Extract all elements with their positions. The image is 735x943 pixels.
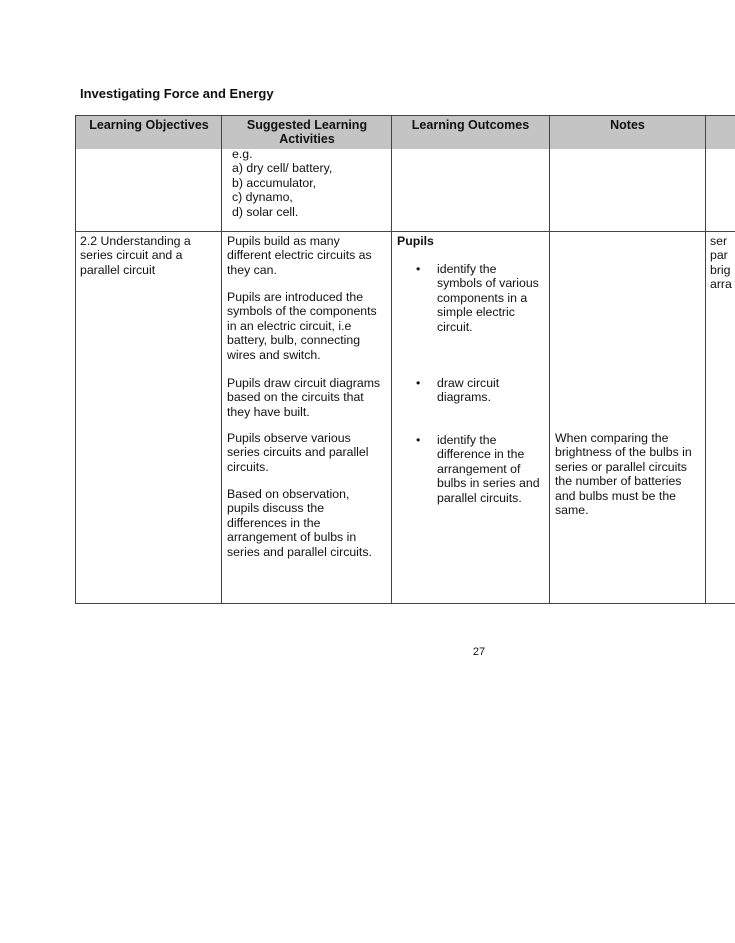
text-line: identify the <box>437 262 497 276</box>
text-line: arra <box>710 277 732 292</box>
header-notes: Notes <box>610 118 645 132</box>
text-line: Based on observation, <box>227 487 350 501</box>
text-line: draw circuit <box>437 376 500 390</box>
activity-paragraph <box>227 376 380 419</box>
learning-objective-2-2 <box>80 234 191 277</box>
clipped-vocabulary-text <box>710 234 735 292</box>
text-line: bulbs in series and <box>437 476 540 491</box>
table-left-border <box>75 115 76 604</box>
header-suggested-activities: Suggested Learning Activities <box>246 118 368 146</box>
text-line: Pupils draw circuit diagrams <box>227 376 381 390</box>
text-line: a) dry cell/ battery, <box>232 161 333 176</box>
header-learning-outcomes: Learning Outcomes <box>411 118 530 132</box>
text-line: the number of batteries <box>555 474 682 489</box>
text-line: they can. <box>227 262 277 277</box>
outcome-text <box>437 433 540 505</box>
outcome-text <box>437 376 499 405</box>
activity-paragraph <box>227 234 372 277</box>
text-line: b) accumulator, <box>232 175 317 190</box>
text-line: same. <box>555 503 589 518</box>
column-divider <box>705 115 706 604</box>
text-line: in an electric circuit, i.e <box>227 318 352 333</box>
text-line: pupils discuss the <box>227 501 325 516</box>
text-line: c) dynamo, <box>232 190 293 205</box>
text-line: arrangement of bulbs in <box>227 530 357 545</box>
text-line: Pupils are introduced the <box>227 290 364 304</box>
text-line: parallel circuit <box>80 262 156 277</box>
bullet-icon: • <box>416 433 421 447</box>
outcome-text <box>437 262 539 334</box>
text-line: circuits. <box>227 459 269 474</box>
text-line: simple electric <box>437 305 515 320</box>
bullet-icon: • <box>416 376 421 390</box>
section-title: Investigating Force and Energy <box>80 86 274 101</box>
text-line: brig <box>710 262 731 277</box>
table-bottom-border <box>75 603 735 604</box>
text-line: identify the <box>437 433 497 447</box>
text-line: symbols of the components <box>227 304 377 319</box>
outcomes-heading: Pupils <box>397 234 434 248</box>
curriculum-table <box>75 115 735 604</box>
text-line: circuit. <box>437 319 473 334</box>
column-divider <box>391 115 392 604</box>
column-divider <box>221 115 222 604</box>
text-line: diagrams. <box>437 390 491 405</box>
text-line: based on the circuits that <box>227 390 364 405</box>
text-line: When comparing the <box>555 431 669 445</box>
bullet-icon: • <box>416 262 421 276</box>
text-line: par <box>710 248 728 263</box>
text-line: series circuits and parallel <box>227 445 369 460</box>
text-line: e.g. <box>232 147 253 161</box>
notes-text <box>555 431 692 517</box>
text-line: differences in the <box>227 515 321 530</box>
text-line: series and parallel circuits. <box>227 544 372 559</box>
text-line: difference in the <box>437 447 525 462</box>
text-line: Pupils build as many <box>227 234 340 248</box>
text-line: symbols of various <box>437 276 539 291</box>
table-top-border <box>75 115 735 116</box>
text-line: arrangement of <box>437 461 521 476</box>
row-divider <box>75 231 735 232</box>
text-line: d) solar cell. <box>232 204 299 219</box>
text-line: brightness of the bulbs in <box>555 445 692 460</box>
activity-paragraph <box>227 290 377 362</box>
text-line: parallel circuits. <box>437 490 522 505</box>
text-line: wires and switch. <box>227 347 321 362</box>
text-line: Pupils observe various <box>227 431 351 445</box>
activity-paragraph <box>227 431 368 474</box>
text-line: ser <box>710 234 728 248</box>
text-line: components in a <box>437 290 528 305</box>
column-divider <box>549 115 550 604</box>
text-line: and bulbs must be the <box>555 488 676 503</box>
continued-activities <box>232 147 332 219</box>
page-number: 27 <box>472 646 486 658</box>
text-line: they have built. <box>227 404 310 419</box>
text-line: 2.2 Understanding a <box>80 234 191 248</box>
header-learning-objectives: Learning Objectives <box>89 118 209 132</box>
text-line: battery, bulb, connecting <box>227 333 361 348</box>
text-line: series or parallel circuits <box>555 459 687 474</box>
text-line: different electric circuits as <box>227 248 372 263</box>
activity-paragraph <box>227 487 372 559</box>
text-line: series circuit and a <box>80 248 183 263</box>
